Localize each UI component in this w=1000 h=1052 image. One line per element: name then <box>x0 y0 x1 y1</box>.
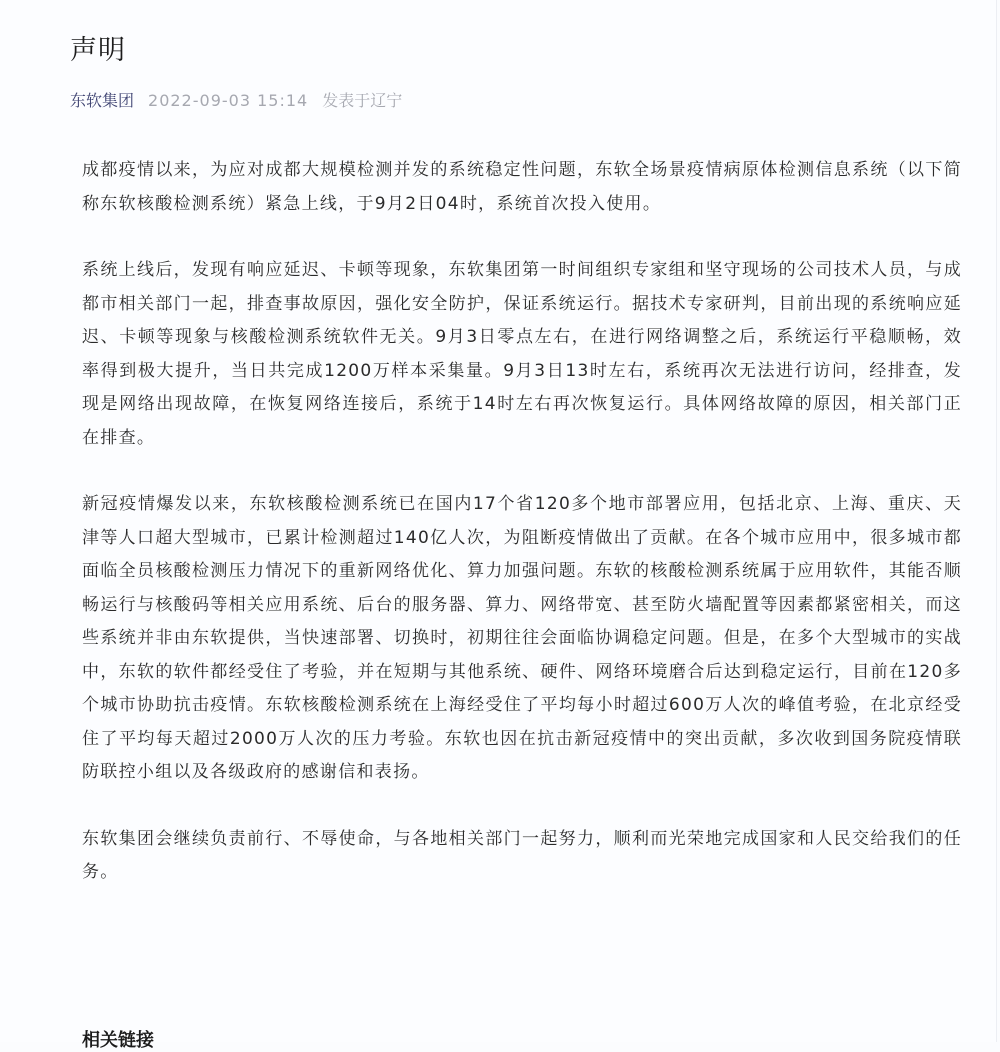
article-meta <box>70 88 402 111</box>
paragraph: 成都疫情以来，为应对成都大规模检测并发的系统稳定性问题，东软全场景疫情病原体检测信息系统（以下简称东软核酸检测系统）紧急上线，于9月2日04时，系统首次投入使用。 <box>82 160 962 214</box>
publish-location: 发表于辽宁 <box>322 91 403 110</box>
related-links-heading: 相关链接 <box>82 1030 154 1051</box>
paragraph: 东软集团会继续负责前行、不辱使命，与各地相关部门一起努力，顺利而光荣地完成国家和人民交给我们的任务。 <box>82 828 962 882</box>
paragraph: 系统上线后，发现有响应延迟、卡顿等现象，东软集团第一时间组织专家组和坚守现场的公司技术人员，与成都市相关部门一起，排查事故原因，强化安全防护，保证系统运行。据技术专家研判，目前出现的系统响应延迟、卡顿等现象与核酸检测系统软件无关。9月3日零点左右，在进行网络调整之后，系统运行平稳顺畅，效率得到极大提升，当日共完成1200万样本采集量。9月3日13时左右，系统再次无法进行访问，经排查，发现是网络出现故障，在恢复网络连接后，系统于14时左右再次恢复运行。具体网络故障的原因，相关部门正在排查。 <box>82 260 962 448</box>
paragraph: 新冠疫情爆发以来，东软核酸检测系统已在国内17个省120多个地市部署应用，包括北京、上海、重庆、天津等人口超大型城市，已累计检测超过140亿人次，为阻断疫情做出了贡献。在各个城市应用中，很多城市都面临全员核酸检测压力情况下的重新网络优化、算力加强问题。东软的核酸检测系统属于应用软件，其能否顺畅运行与核酸码等相关应用系统、后台的服务器、算力、网络带宽、甚至防火墙配置等因素都紧密相关，而这些系统并非由东软提供，当快速部署、切换时，初期往往会面临协调稳定问题。但是，在多个大型城市的实战中，东软的软件都经受住了考验，并在短期与其他系统、硬件、网络环境磨合后达到稳定运行，目前在120多个城市协助抗击疫情。东软核酸检测系统在上海经受住了平均每小时超过600万人次的峰值考验，在北京经受住了平均每天超过2000万人次的压力考验。东软也因在抗击新冠疫情中的突出贡献，多次收到国务院疫情联防联控小组以及各级政府的感谢信和表扬。 <box>82 494 962 782</box>
author-name[interactable]: 东软集团 <box>70 91 135 110</box>
article-title: 声明 <box>70 35 126 66</box>
article-body <box>82 154 962 923</box>
publish-time: 2022-09-03 15:14 <box>148 91 309 110</box>
